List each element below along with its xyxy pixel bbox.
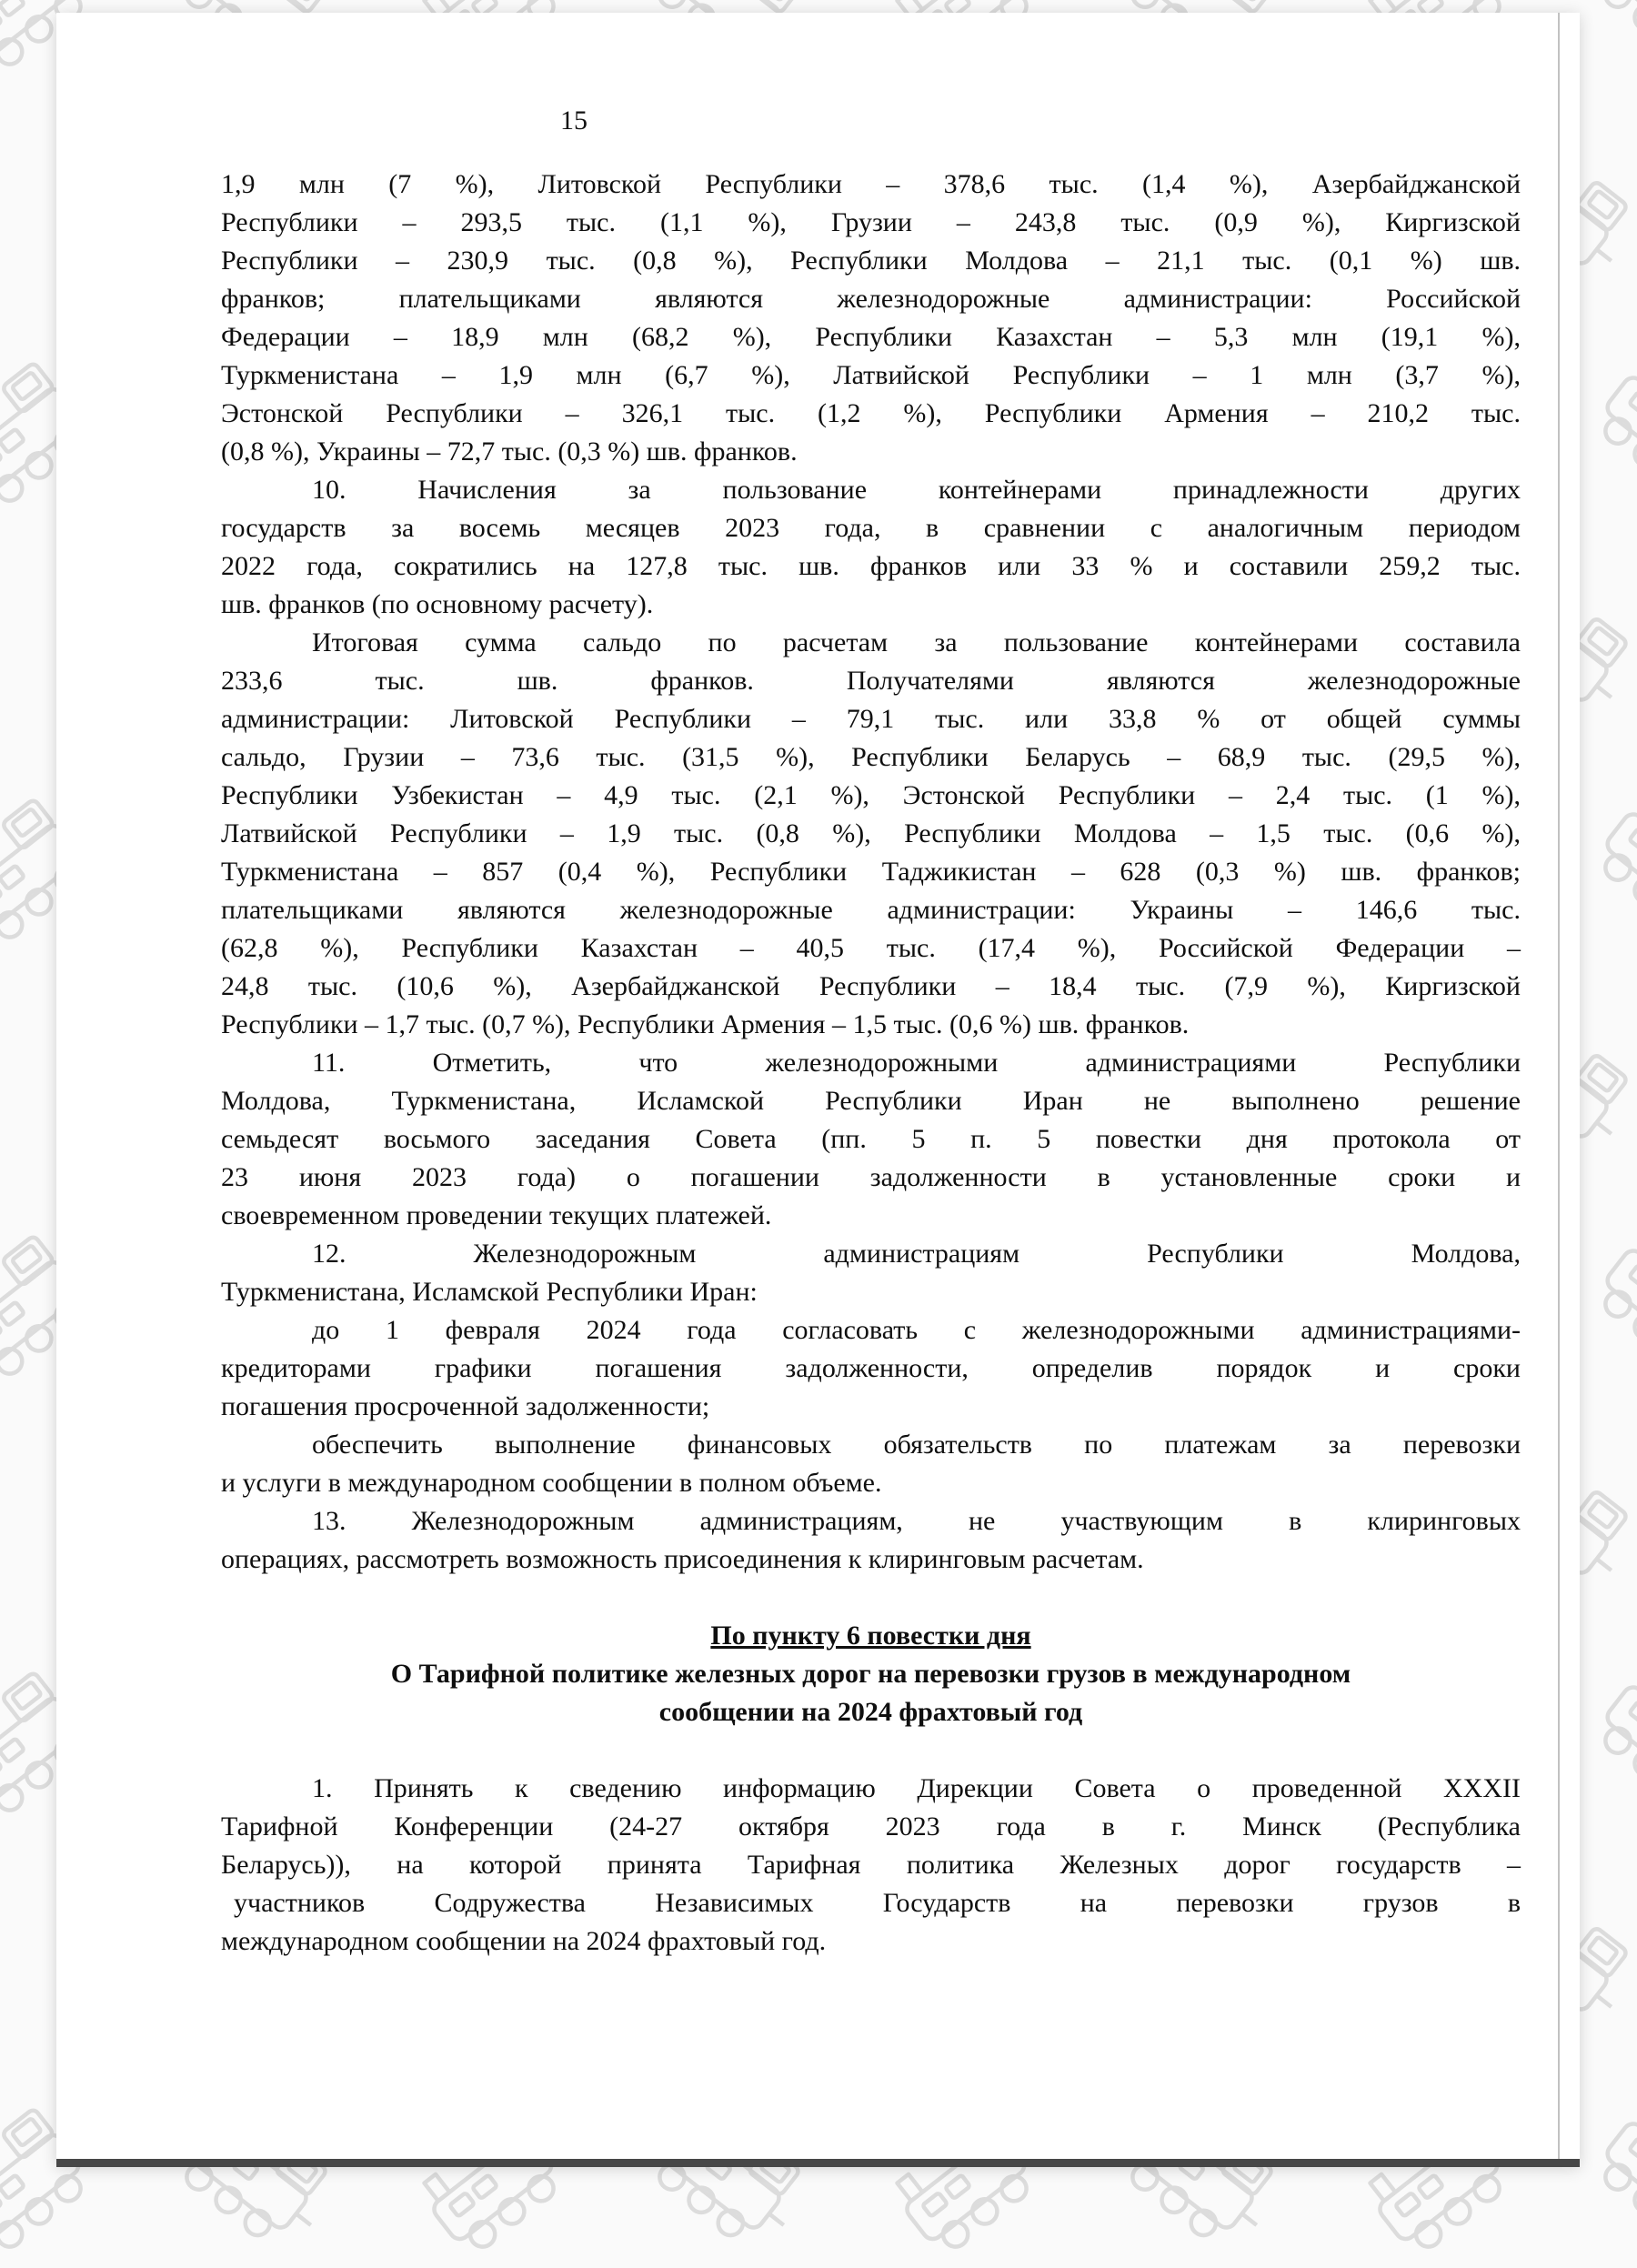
text-line: Итоговая сумма сальдо по расчетам за пользование контейнерами составила — [221, 624, 1521, 662]
text-line: Эстонской Республики – 326,1 тыс. (1,2 %), Республики Армения – 210,2 тыс. — [221, 395, 1521, 433]
text-line: 1,9 млн (7 %), Литовской Республики – 378,6 тыс. (1,4 %), Азербайджанской — [221, 166, 1521, 204]
text-line: Республики Узбекистан – 4,9 тыс. (2,1 %), Эстонской Республики – 2,4 тыс. (1 %), — [221, 777, 1521, 815]
line-gap — [221, 1579, 1521, 1617]
text-line: 13. Железнодорожным администрациям, не участвующим в клиринговых — [221, 1502, 1521, 1540]
train-icon — [1582, 337, 1637, 522]
text-line: (0,8 %), Украины – 72,7 тыс. (0,3 %) шв. франков. — [221, 433, 1521, 471]
text-line: 1. Принять к сведению информацию Дирекции Совета о проведенной XXXII — [221, 1770, 1521, 1808]
text-line: погашения просроченной задолженности; — [221, 1388, 1521, 1426]
train-icon — [1582, 774, 1637, 958]
section-heading: По пункту 6 повестки дня — [221, 1617, 1521, 1655]
text-line: администрации: Литовской Республики – 79,1 тыс. или 33,8 % от общей суммы — [221, 700, 1521, 738]
text-line: семьдесят восьмого заседания Совета (пп. 5 п. 5 повестки дня протокола от — [221, 1120, 1521, 1159]
text-line: 11. Отметить, что железнодорожными администрациями Республики — [221, 1044, 1521, 1082]
text-line: Тарифной Конференции (24-27 октября 2023 года в г. Минск (Республика — [221, 1808, 1521, 1846]
text-line: Туркменистана – 857 (0,4 %), Республики Таджикистан – 628 (0,3 %) шв. франков; — [221, 853, 1521, 891]
text-line: 12. Железнодорожным администрациям Республики Молдова, — [221, 1235, 1521, 1273]
train-icon — [1582, 0, 1637, 85]
text-line: Туркменистана – 1,9 млн (6,7 %), Латвийской Республики – 1 млн (3,7 %), — [221, 356, 1521, 395]
text-line: Республики – 230,9 тыс. (0,8 %), Республики Молдова – 21,1 тыс. (0,1 %) шв. — [221, 242, 1521, 280]
page-number: 15 — [515, 102, 633, 140]
train-icon — [1582, 2083, 1637, 2268]
scan-artifact-line — [1558, 13, 1560, 2167]
text-line: операциях, рассмотреть возможность присоединения к клиринговым расчетам. — [221, 1540, 1521, 1579]
train-icon — [1582, 1210, 1637, 1395]
text-line: плательщиками являются железнодорожные администрации: Украины – 146,6 тыс. — [221, 891, 1521, 929]
text-line: государств за восемь месяцев 2023 года, в сравнении с аналогичным периодом — [221, 509, 1521, 547]
text-line: участников Содружества Независимых Государств на перевозки грузов в — [221, 1884, 1521, 1922]
text-line: своевременном проведении текущих платежей. — [221, 1197, 1521, 1235]
text-line: 10. Начисления за пользование контейнерами принадлежности других — [221, 471, 1521, 509]
section-heading: сообщении на 2024 фрахтовый год — [221, 1693, 1521, 1731]
document-page — [56, 13, 1580, 2167]
text-line: Латвийской Республики – 1,9 тыс. (0,8 %), Республики Молдова – 1,5 тыс. (0,6 %), — [221, 815, 1521, 853]
line-gap — [221, 1731, 1521, 1770]
text-line: Туркменистана, Исламской Республики Иран: — [221, 1273, 1521, 1311]
train-icon — [1582, 1647, 1637, 1831]
text-line: Федерации – 18,9 млн (68,2 %), Республики Казахстан – 5,3 млн (19,1 %), — [221, 318, 1521, 356]
text-line: до 1 февраля 2024 года согласовать с железнодорожными администрациями- — [221, 1311, 1521, 1350]
section-heading: О Тарифной политике железных дорог на перевозки грузов в международном — [221, 1655, 1521, 1693]
document-text-block — [221, 166, 1521, 1961]
text-line: 2022 года, сократились на 127,8 тыс. шв. франков или 33 % и составили 259,2 тыс. — [221, 547, 1521, 586]
text-line: 233,6 тыс. шв. франков. Получателями являются железнодорожные — [221, 662, 1521, 700]
text-line: 24,8 тыс. (10,6 %), Азербайджанской Республики – 18,4 тыс. (7,9 %), Киргизской — [221, 968, 1521, 1006]
text-line: Беларусь)), на которой принята Тарифная политика Железных дорог государств – — [221, 1846, 1521, 1884]
text-line: кредиторами графики погашения задолженности, определив порядок и сроки — [221, 1350, 1521, 1388]
text-line: обеспечить выполнение финансовых обязательств по платежам за перевозки — [221, 1426, 1521, 1464]
text-line: шв. франков (по основному расчету). — [221, 586, 1521, 624]
text-line: Молдова, Туркменистана, Исламской Республики Иран не выполнено решение — [221, 1082, 1521, 1120]
text-line: 23 июня 2023 года) о погашении задолженности в установленные сроки и — [221, 1159, 1521, 1197]
text-line: франков; плательщиками являются железнодорожные администрации: Российской — [221, 280, 1521, 318]
text-line: (62,8 %), Республики Казахстан – 40,5 тыс. (17,4 %), Российской Федерации – — [221, 929, 1521, 968]
text-line: Республики – 293,5 тыс. (1,1 %), Грузии – 243,8 тыс. (0,9 %), Киргизской — [221, 204, 1521, 242]
text-line: международном сообщении на 2024 фрахтовый год. — [221, 1922, 1521, 1961]
scan-bottom-edge — [56, 2159, 1580, 2167]
text-line: и услуги в международном сообщении в полном объеме. — [221, 1464, 1521, 1502]
text-line: Республики – 1,7 тыс. (0,7 %), Республики Армения – 1,5 тыс. (0,6 %) шв. франков. — [221, 1006, 1521, 1044]
text-line: сальдо, Грузии – 73,6 тыс. (31,5 %), Республики Беларусь – 68,9 тыс. (29,5 %), — [221, 738, 1521, 777]
